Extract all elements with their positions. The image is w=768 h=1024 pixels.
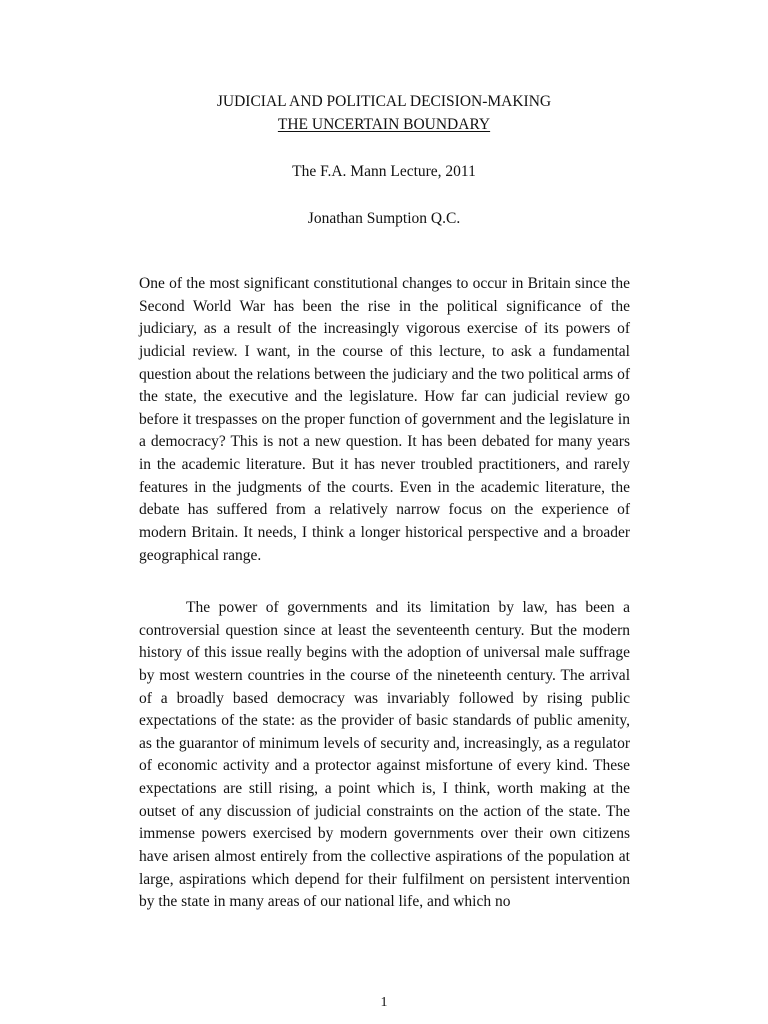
page-number: 1 (380, 995, 388, 1010)
author-name: Jonathan Sumption Q.C. (307, 210, 461, 227)
document-title: JUDICIAL AND POLITICAL DECISION-MAKING (216, 93, 552, 110)
document-subtitle: THE UNCERTAIN BOUNDARY (277, 116, 491, 133)
body-paragraph: The power of governments and its limitation by law, has been a controversial question since at least the seventeenth century. But the modern history of this issue really begins with the adoption of universal male suffrage by most western countries in the course of the nineteenth century. The arrival of a broadly based democracy was invariably followed by rising public expectations of the state: as the provider of basic standards of public amenity, as the guarantor of minimum levels of security and, increasingly, as a regulator of economic activity and a protector against misfortune of every kind. These expectations are still rising, a point which is, I think, worth making at the outset of any discussion of judicial constraints on the action of the state. The immense powers exercised by modern governments over their own citizens have arisen almost entirely from the collective aspirations of the population at large, aspirations which depend for their fulfilment on persistent intervention by the state in many areas of our national life, and which no (139, 599, 630, 911)
body-paragraph-2-container (139, 597, 630, 914)
body-paragraph-1-container (139, 273, 630, 567)
body-paragraph: One of the most significant constitutional changes to occur in Britain since the Second World War has been the rise in the political significance of the judiciary, as a result of the increasingly vigorous exercise of its powers of judicial review. I want, in the course of this lecture, to ask a fundamental question about the relations between the judiciary and the two political arms of the state, the executive and the legislature. How far can judicial review go before it trespasses on the proper function of government and the legislature in a democracy? This is not a new question. It has been debated for many years in the academic literature. But it has never troubled practitioners, and rarely features in the judgments of the courts. Even in the academic literature, the debate has suffered from a relatively narrow focus on the experience of modern Britain. It needs, I think a longer historical perspective and a broader geographical range. (139, 275, 630, 564)
lecture-name: The F.A. Mann Lecture, 2011 (292, 163, 476, 180)
